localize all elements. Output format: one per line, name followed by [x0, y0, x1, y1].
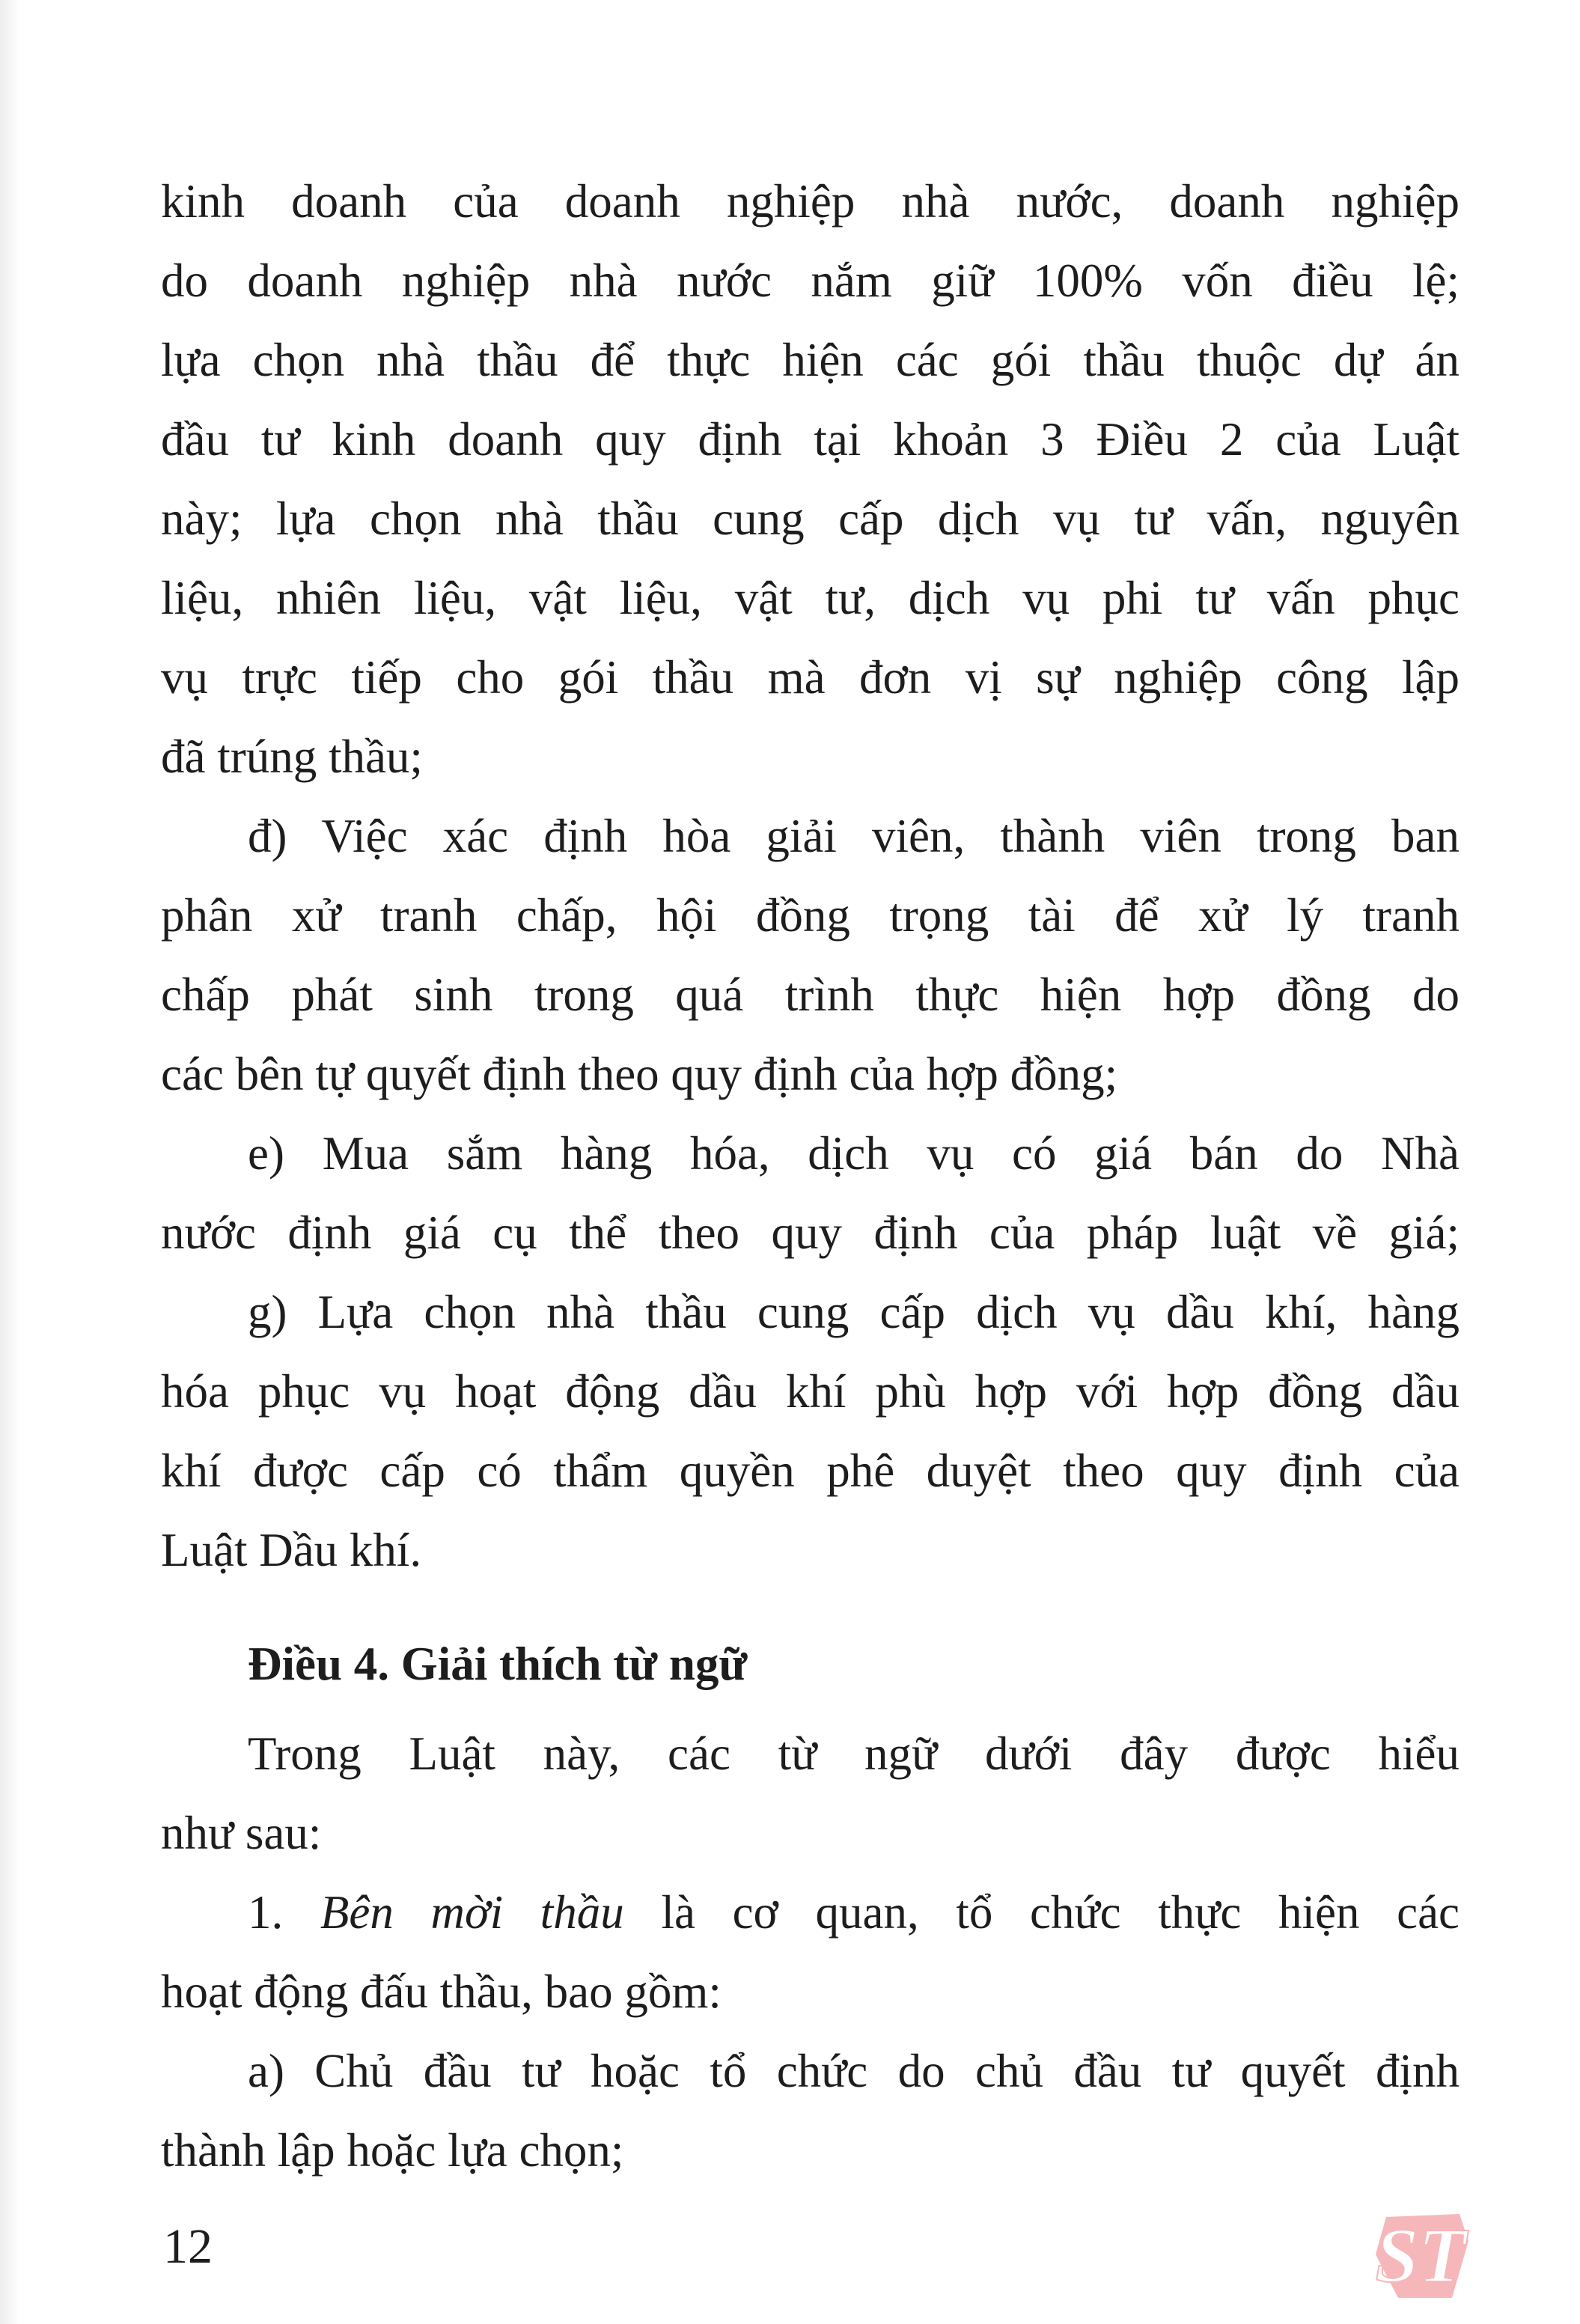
body-line: Trong Luật này, các từ ngữ dưới đây được hiểu: [248, 1727, 1459, 1780]
body-line: hoạt động đấu thầu, bao gồm:: [161, 1965, 722, 2018]
scan-edge-shadow: [0, 0, 19, 2324]
definition-text: là cơ quan, tổ chức thực hiện các: [623, 1886, 1460, 1939]
logo-text: ST: [1375, 2212, 1466, 2299]
body-line: thành lập hoặc lựa chọn;: [161, 2124, 624, 2177]
publisher-logo: [1374, 2212, 1470, 2301]
body-line: đã trúng thầu;: [161, 731, 423, 783]
body-line: Luật Dầu khí.: [161, 1524, 422, 1576]
body-line: như sau:: [161, 1807, 322, 1859]
body-line: do doanh nghiệp nhà nước nắm giữ 100% vốn điều lệ;: [161, 254, 1459, 307]
body-line: này; lựa chọn nhà thầu cung cấp dịch vụ tư vấn, nguyên: [161, 492, 1459, 545]
body-line: liệu, nhiên liệu, vật liệu, vật tư, dịch vụ phi tư vấn phục: [161, 572, 1459, 624]
body-line: g) Lựa chọn nhà thầu cung cấp dịch vụ dầu khí, hàng: [248, 1286, 1459, 1338]
body-line: kinh doanh của doanh nghiệp nhà nước, doanh nghiệp: [161, 175, 1459, 228]
body-line: hóa phục vụ hoạt động dầu khí phù hợp với hợp đồng dầu: [161, 1365, 1459, 1418]
body-line: e) Mua sắm hàng hóa, dịch vụ có giá bán do Nhà: [248, 1127, 1459, 1180]
body-line: đ) Việc xác định hòa giải viên, thành viên trong ban: [248, 810, 1459, 862]
st-logo-graphic: [1374, 2212, 1470, 2301]
defined-term-italic: Bên mời thầu: [320, 1886, 624, 1939]
item-number: 1.: [248, 1886, 320, 1939]
body-line: khí được cấp có thẩm quyền phê duyệt theo quy định của: [161, 1445, 1459, 1497]
body-line: nước định giá cụ thể theo quy định của pháp luật về giá;: [161, 1207, 1459, 1259]
text-block: [161, 162, 1459, 2190]
body-line: các bên tự quyết định theo quy định của hợp đồng;: [161, 1048, 1118, 1100]
body-line: vụ trực tiếp cho gói thầu mà đơn vị sự nghiệp công lập: [161, 651, 1459, 704]
body-line: a) Chủ đầu tư hoặc tổ chức do chủ đầu tư quyết định: [248, 2045, 1459, 2097]
body-line: lựa chọn nhà thầu để thực hiện các gói thầu thuộc dự án: [161, 334, 1459, 386]
body-line: phân xử tranh chấp, hội đồng trọng tài để xử lý tranh: [161, 889, 1459, 942]
body-line-definition: [161, 1873, 1459, 1952]
body-line: đầu tư kinh doanh quy định tại khoản 3 Điều 2 của Luật: [161, 413, 1459, 466]
section-heading: Điều 4. Giải thích từ ngữ: [248, 1638, 748, 1690]
page-number: 12: [163, 2219, 213, 2274]
body-line: chấp phát sinh trong quá trình thực hiện hợp đồng do: [161, 969, 1459, 1021]
